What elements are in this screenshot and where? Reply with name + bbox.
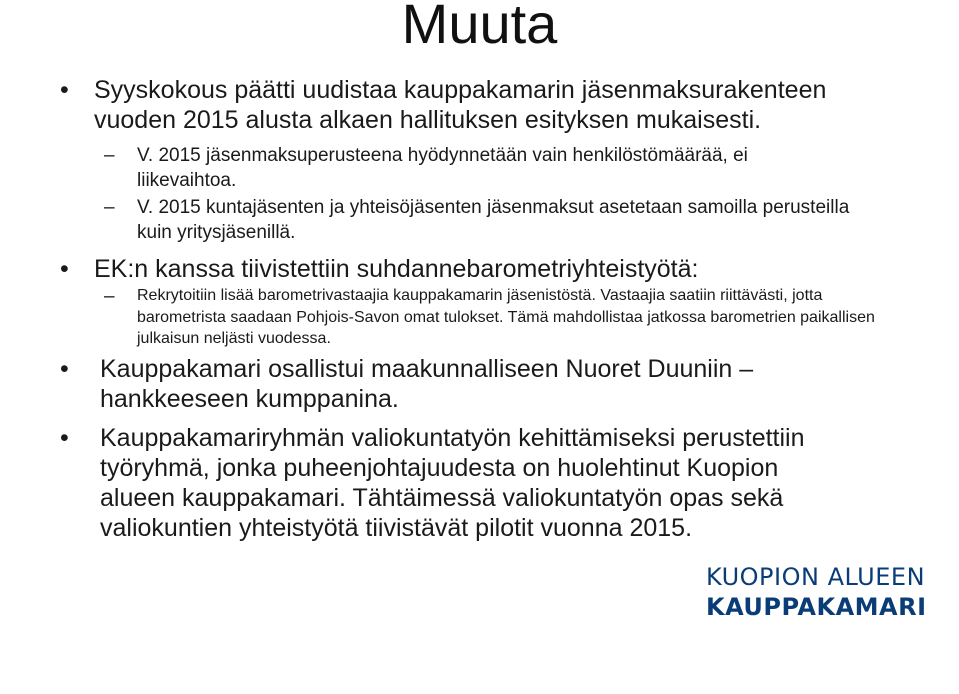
- bullet-marker: •: [60, 355, 69, 383]
- subitem-2-1: Rekrytoitiin lisää barometrivastaajia kauppakamarin jäsenistöstä. Vastaajia saatiin riittävästi, jotta barometrista saadaan Pohjois-Savon omat tulokset. Tämä mahdollistaa jatkossa barometrien paikallisen julkaisun neljästi vuodessa.: [137, 287, 875, 347]
- bullet-marker: •: [60, 76, 69, 104]
- logo-line-1: KUOPION ALUEEN: [706, 563, 926, 591]
- kuopio-chamber-logo: [706, 562, 946, 622]
- subitem-1-1: V. 2015 jäsenmaksuperusteena hyödynnetään vain henkilöstömäärää, ei liikevaihtoa.: [137, 145, 748, 191]
- bullet-marker: •: [60, 424, 69, 452]
- logo-line-2: KAUPPAKAMARI: [706, 593, 927, 621]
- bullet-text-1: Syyskokous päätti uudistaa kauppakamarin jäsenmaksurakenteen vuoden 2015 alusta alkaen hallituksen esityksen mukaisesti.: [94, 76, 827, 134]
- bullet-text-2: EK:n kanssa tiivistettiin suhdannebarometriyhteistyötä:: [94, 255, 699, 283]
- bullet-text-4: Kauppakamariryhmän valiokuntatyön kehittämiseksi perustettiin työryhmä, jonka puheenjohtajuudesta on huolehtinut Kuopion alueen kauppakamari. Tähtäimessä valiokuntatyön opas sekä valiokuntien yhteistyötä tiivistävät pilotit vuonna 2015.: [100, 424, 805, 542]
- bullet-marker: •: [60, 255, 69, 283]
- dash-marker: –: [104, 145, 115, 166]
- subitem-1-2: V. 2015 kuntajäsenten ja yhteisöjäsenten jäsenmaksut asetetaan samoilla perusteilla kuin yritysjäsenillä.: [137, 197, 850, 243]
- dash-marker: –: [104, 286, 115, 307]
- dash-marker: –: [104, 197, 115, 218]
- bullet-text-3: Kauppakamari osallistui maakunnalliseen Nuoret Duuniin –hankkeeseen kumppanina.: [100, 355, 754, 413]
- slide-title: Muuta: [401, 0, 558, 55]
